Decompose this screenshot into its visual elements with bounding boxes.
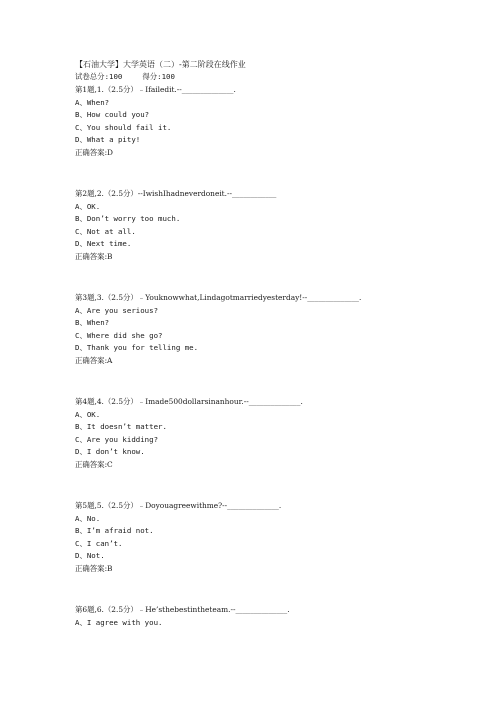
question-title: 第4题,4.（2.5分）﹣Imade500dollarsinanhour.--______________. (75, 397, 303, 406)
obtained-score: 得分:100 (142, 72, 175, 81)
option-a: A、Are you serious? (75, 305, 159, 315)
option-d: D、Not. (75, 551, 105, 561)
option-a: A、I agree with you. (75, 617, 163, 627)
option-a: A、OK. (75, 409, 101, 419)
option-a: A、When? (75, 97, 110, 107)
question-title: 第6题,6.（2.5分）﹣He’sthebestintheteam.--______________. (75, 605, 290, 614)
option-a: A、OK. (75, 201, 101, 211)
option-c: C、Not at all. (75, 226, 136, 236)
question-block (75, 396, 475, 472)
question-block (75, 84, 475, 160)
option-b: B、Don’t worry too much. (75, 214, 181, 224)
correct-answer: 正确答案:C (75, 459, 113, 469)
option-d: D、Next time. (75, 239, 132, 249)
question-title: 第5题,5.（2.5分）﹣Doyouagreewithme?--______________. (75, 501, 282, 510)
question-block (75, 604, 475, 629)
correct-answer: 正确答案:D (75, 147, 113, 157)
question-title: 第1题,1.（2.5分）﹣Ifailedit.--______________. (75, 85, 236, 94)
option-b: B、It doesn’t matter. (75, 422, 167, 432)
option-d: D、What a pity! (75, 135, 141, 145)
option-a: A、No. (75, 513, 101, 523)
option-d: D、Thank you for telling me. (75, 343, 199, 353)
correct-answer: 正确答案:B (75, 563, 113, 573)
question-block (75, 292, 475, 368)
question-block (75, 500, 475, 576)
option-b: B、I’m afraid not. (75, 526, 154, 536)
option-d: D、I don’t know. (75, 447, 145, 457)
correct-answer: 正确答案:B (75, 251, 113, 261)
question-title: 第3题,3.（2.5分）﹣Youknowwhat,Lindagotmarriedyesterday!--______________. (75, 293, 362, 302)
document-title: 【石油大学】大学英语（二）-第二阶段在线作业 (75, 60, 246, 69)
option-b: B、When? (75, 318, 110, 328)
option-c: C、I can’t. (75, 538, 123, 548)
option-b: B、How could you? (75, 110, 150, 120)
question-block (75, 188, 475, 264)
question-title: 第2题,2.（2.5分）--IwishIhadneverdoneit.--____________ (75, 189, 277, 198)
option-c: C、Are you kidding? (75, 434, 159, 444)
correct-answer: 正确答案:A (75, 355, 113, 365)
document-header (75, 58, 475, 84)
option-c: C、Where did she go? (75, 330, 163, 340)
score-summary (75, 71, 475, 84)
total-score: 试卷总分:100 (75, 72, 123, 81)
option-c: C、You should fail it. (75, 122, 172, 132)
